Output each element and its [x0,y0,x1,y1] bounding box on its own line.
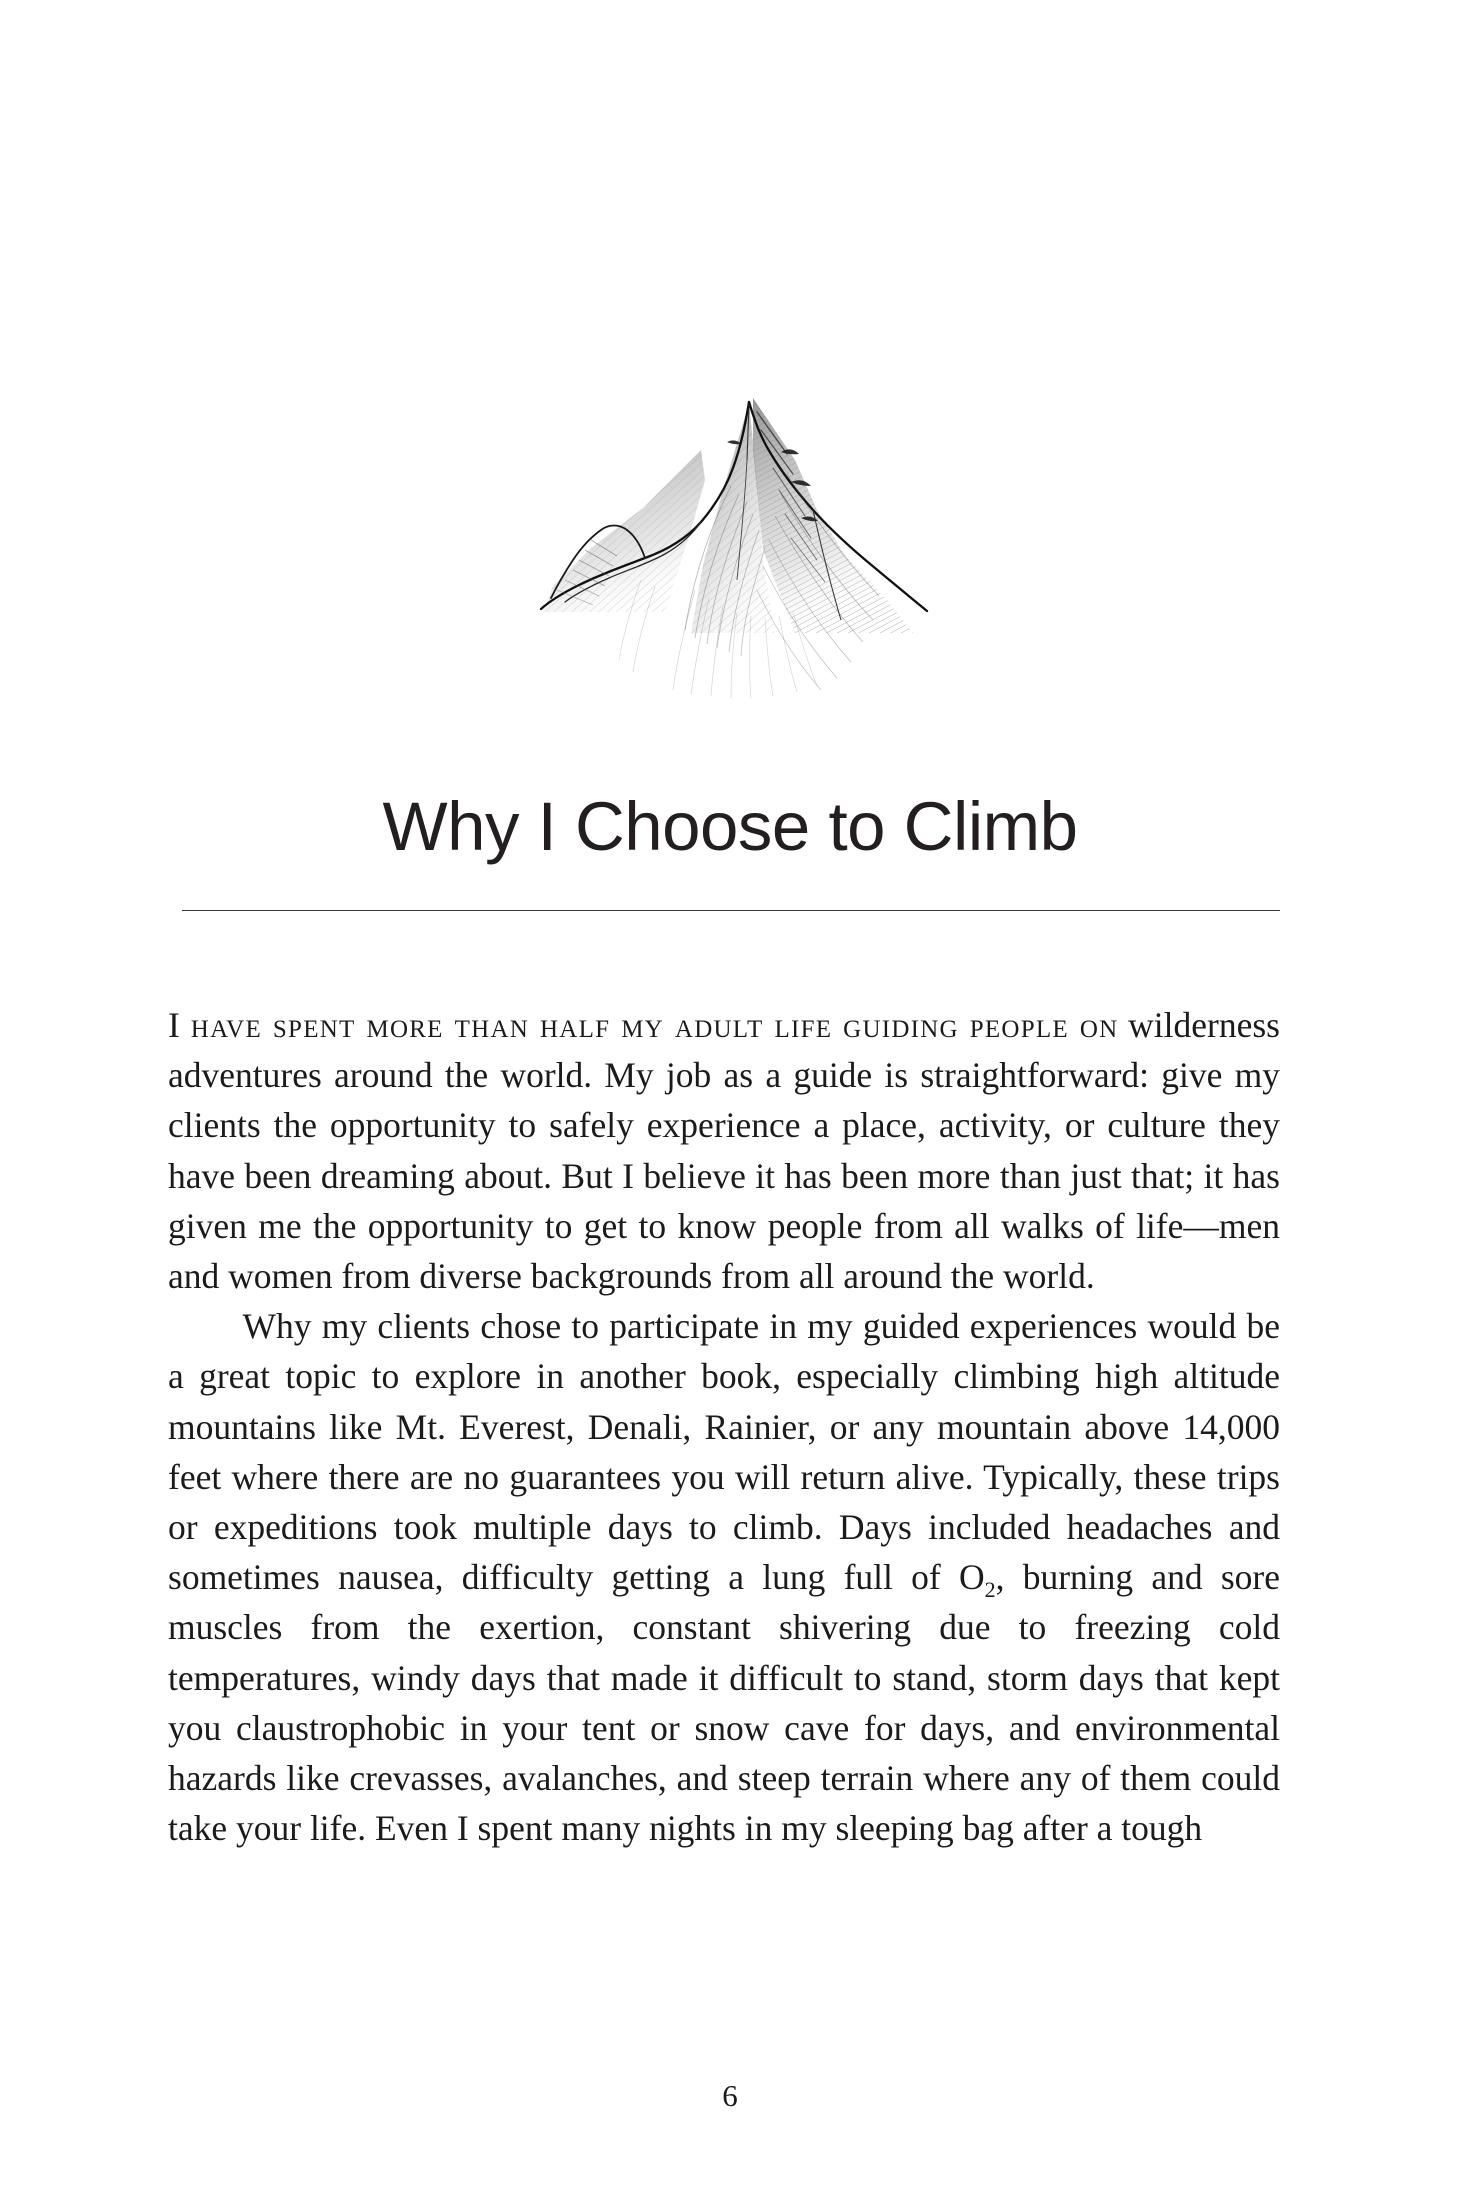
opening-smallcaps-text: have spent more than half my adult life guiding people on [190,1005,1119,1045]
chapter-title: Why I Choose to Climb [382,788,1078,866]
oxygen-subscript: 2 [984,1577,996,1603]
opening-smallcaps-line [168,1005,1118,1045]
paragraph-2-after-formula: , burning and sore muscles from the exertion, constant shivering due to freezing cold temperatures, windy days that made it difficult to stand, storm days that kept you claustrophobic in your tent or snow cave for days, and environmental hazards like crevasses, avalanches, and steep terrain where any of them could take your life. Even I spent many nights in my sleeping bag after a tough [168,1557,1280,1849]
paragraph-2-before-formula: Why my clients chose to participate in my guided experiences would be a great topic to explore in another book, especially climbing high altitude mountains like Mt. Everest, Denali, Rainier, or any mountain above 14,000 feet where there are no guarantees you will return alive. Typically, these trips or expeditions took multiple days to climb. Days included headaches and sometimes nausea, difficulty getting a lung full of O [168,1306,1280,1598]
mountain-peak-sketch-icon [0,300,1460,720]
paragraph-1-rest: wilderness adventures around the world. My job as a guide is straightforward: give my clients the opportunity to safely experience a place, activity, or culture they have been dreaming about. But I believe it has been more than just that; it has given me the opportunity to get to know people from all walks of life—men and women from diverse backgrounds from all around the world. [168,1005,1280,1297]
page-number: 6 [722,2078,738,2113]
body-text-block [168,1000,1280,1853]
paragraph-1 [168,1000,1280,1301]
opening-initial: I [168,1005,180,1045]
title-divider [182,910,1280,911]
paragraph-2 [168,1301,1280,1853]
